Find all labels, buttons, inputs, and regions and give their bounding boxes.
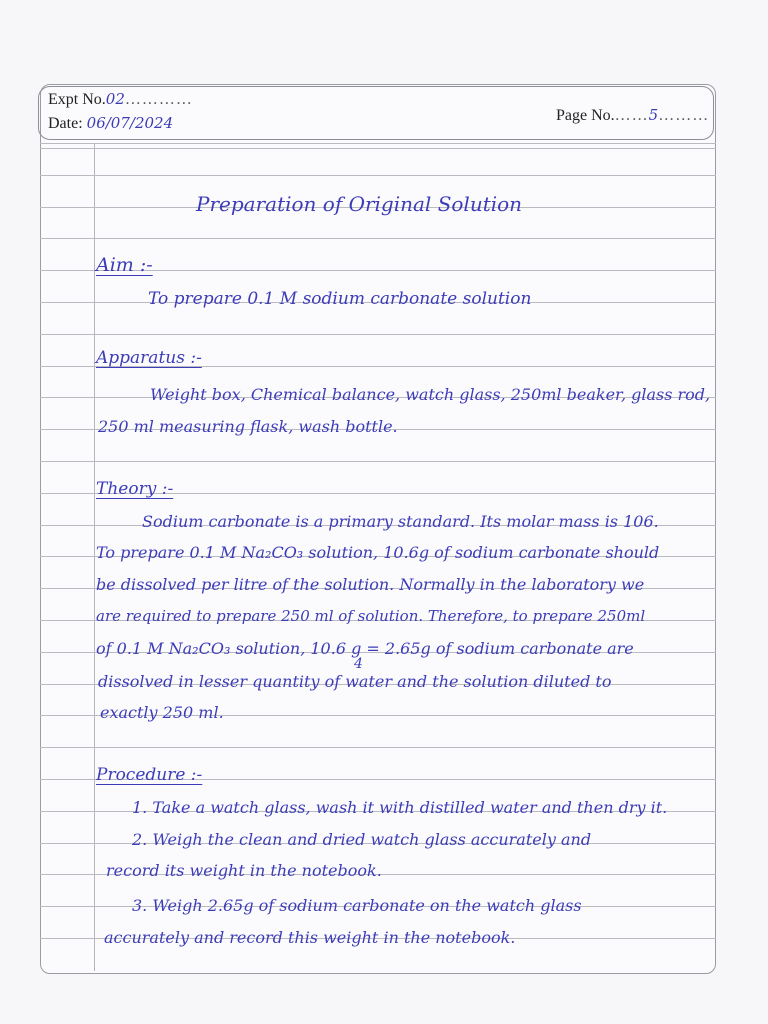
ruled-line (40, 148, 716, 149)
ruled-line (40, 334, 716, 335)
ruled-line (40, 747, 716, 748)
date-value: 06/07/2024 (86, 114, 174, 132)
apparatus-line: 250 ml measuring flask, wash bottle. (98, 417, 398, 436)
expt-no-value: 02 (105, 90, 125, 108)
theory-line: To prepare 0.1 M Na₂CO₃ solution, 10.6g of sodium carbonate should (96, 543, 660, 562)
procedure-line: 1. Take a watch glass, wash it with distilled water and then dry it. (132, 798, 668, 817)
expt-no-field: Expt No.02………… (48, 90, 193, 108)
procedure-line: accurately and record this weight in the notebook. (104, 928, 516, 947)
aim-heading: Aim :- (96, 254, 153, 276)
ruled-line (40, 461, 716, 462)
procedure-heading: Procedure :- (96, 765, 203, 785)
ruled-line (40, 238, 716, 239)
apparatus-line: Weight box, Chemical balance, watch glass, 250ml beaker, glass rod, (150, 385, 711, 404)
expt-no-label: Expt No. (48, 91, 106, 108)
date-label: Date: (48, 115, 83, 132)
theory-line: be dissolved per litre of the solution. Normally in the laboratory we (96, 575, 645, 594)
margin-line (94, 143, 95, 971)
page-no-field: Page No.……5……… (556, 106, 710, 124)
apparatus-heading: Apparatus :- (96, 348, 202, 368)
theory-heading: Theory :- (96, 479, 174, 499)
theory-line: exactly 250 ml. (100, 703, 224, 722)
procedure-line: 3. Weigh 2.65g of sodium carbonate on the watch glass (132, 896, 582, 915)
ruled-line (40, 175, 716, 176)
procedure-line: record its weight in the notebook. (106, 861, 382, 880)
page-no-label: Page No. (556, 107, 615, 124)
theory-line: are required to prepare 250 ml of solution. Therefore, to prepare 250ml (96, 607, 646, 625)
theory-line: of 0.1 M Na₂CO₃ solution, 10.6 g = 2.65g of sodium carbonate are (96, 639, 634, 658)
page-title: Preparation of Original Solution (196, 192, 523, 216)
theory-line: Sodium carbonate is a primary standard. Its molar mass is 106. (142, 512, 659, 531)
date-field (48, 114, 173, 133)
fraction-denominator: 4 (354, 656, 363, 672)
page-no-value: 5 (648, 106, 659, 124)
theory-line: dissolved in lesser quantity of water and the solution diluted to (98, 672, 612, 691)
aim-text: To prepare 0.1 M sodium carbonate solution (148, 289, 532, 309)
ruled-line (40, 143, 716, 144)
procedure-line: 2. Weigh the clean and dried watch glass accurately and (132, 830, 592, 849)
